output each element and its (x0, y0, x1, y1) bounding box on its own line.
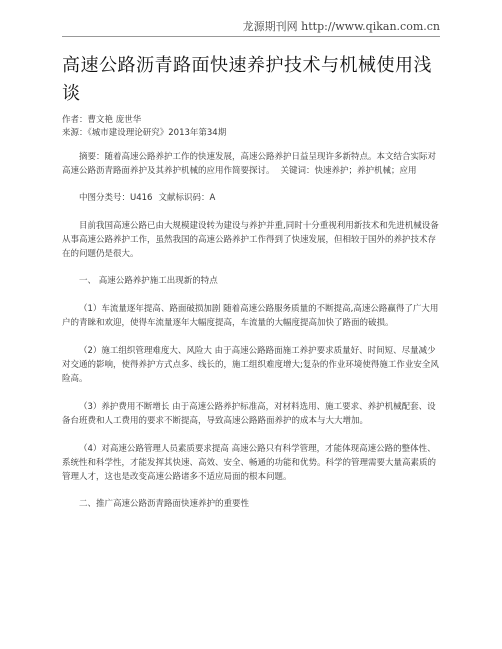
source-value: 《城市建设理论研究》2013年第34期 (87, 128, 227, 138)
authors-value: 曹文艳 庞世华 (87, 115, 142, 125)
list-item: （4）对高速公路管理人员素质要求提高 高速公路只有科学管理，才能体现高速公路的整体性、系统性和科学性，才能发挥其快速、高效、安全、畅通的功能和优势。科学的管理需要大量高素质的管理人才，这也是改变高速公路诸多不适应局面的根本问题。 (62, 444, 437, 482)
clc-value: U416 (130, 193, 153, 203)
abstract-text: 随着高速公路养护工作的快速发展，高速公路养护日益呈现许多新特点。本文结合实际对高速公路沥青路面养护及其养护机械的应用作简要探讨。 (62, 152, 437, 176)
keywords-label: 关键词： (280, 166, 315, 176)
section-heading-1: 一、 高速公路养护施工出现新的特点 (79, 276, 218, 286)
section-heading-2: 二、推广高速公路沥青路面快速养护的重要性 (79, 499, 250, 509)
header-divider (62, 36, 440, 37)
list-item: （1）车流量逐年提高、路面破损加剧 随着高速公路服务质量的不断提高,高速公路赢得了广大用户的青睐和欢迎，使得车流量逐年大幅度提高，车流量的大幅度提高加快了路面的破损。 (62, 304, 439, 328)
clc-label: 中图分类号： (79, 193, 131, 203)
abstract-label: 摘要： (79, 152, 105, 162)
header-site-url[interactable]: 龙源期刊网 http://www.qikan.com.cn (242, 20, 440, 33)
article-abstract (62, 150, 440, 178)
classification-line (62, 192, 440, 205)
authors-label: 作者： (62, 115, 88, 125)
doc-code-value: A (209, 193, 216, 203)
list-item: （3）养护费用不断增长 由于高速公路养护标准高，对材料选用、施工要求、养护机械配套、设备台班费和人工费用的要求不断提高，导致高速公路路面养护的成本与大大增加。 (62, 402, 436, 426)
article-authors (62, 114, 440, 127)
article-body (62, 52, 440, 511)
doc-code-label: 文献标识码： (158, 193, 210, 203)
article-source (62, 127, 440, 140)
article-title: 高速公路沥青路面快速养护技术与机械使用浅谈 (62, 55, 432, 104)
source-label: 来源： (62, 128, 88, 138)
intro-paragraph: 目前我国高速公路已由大规模建设转为建设与养护并重,同时十分重视利用新技术和先进机械设备从事高速公路养护工作，虽然我国的高速公路养护工作得到了快速发展，但相较于国外的养护技术存在的问题仍是很大。 (62, 221, 439, 259)
list-item: （2）施工组织管理难度大、风险大 由于高速公路路面施工养护要求质量好、时间短、尽量减少对交通的影响，使得养护方式点多、线长的，施工组织难度增大;复杂的作业环境使得施工作业安全风险高。 (62, 346, 439, 384)
keywords-value: 快速养护；养护机械；应用 (314, 166, 417, 176)
